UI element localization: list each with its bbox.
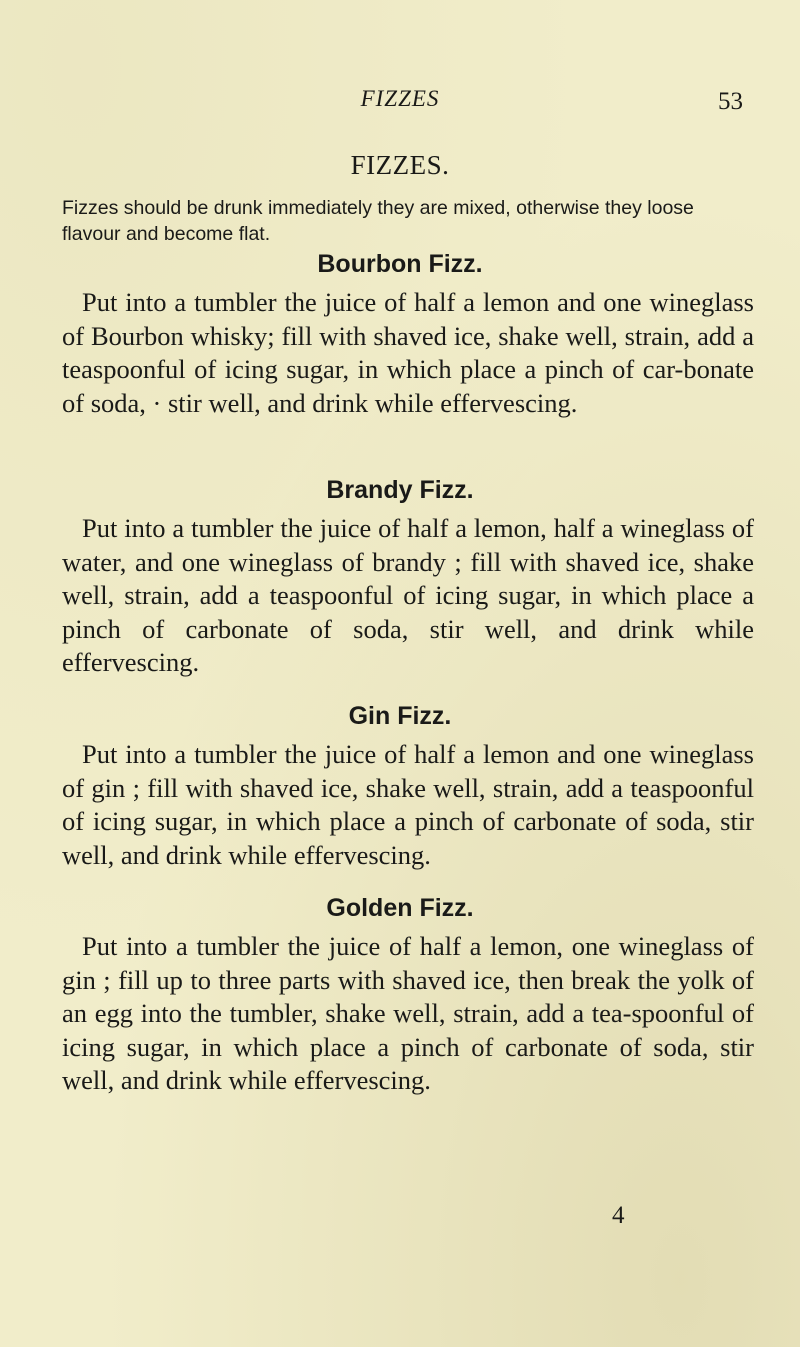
recipe-text-bourbon-fizz: Put into a tumbler the juice of half a lemon and one wineglass of Bourbon whisky; fill with shaved ice, shake well, strain, add a teaspoonful of icing sugar, in which place a pinch of car-bonate of soda, · stir well, and drink while effervescing. <box>62 287 754 418</box>
recipe-title-gin-fizz: Gin Fizz. <box>348 702 452 730</box>
recipe-title-bourbon-fizz: Bourbon Fizz. <box>317 250 483 278</box>
chapter-heading: FIZZES. <box>350 150 450 180</box>
intro-paragraph: Fizzes should be drunk immediately they are mixed, otherwise they loose flavour and become flat. <box>62 197 694 245</box>
page-number: 53 <box>718 88 743 115</box>
recipe-text-gin-fizz: Put into a tumbler the juice of half a lemon and one wineglass of gin ; fill with shaved ice, shake well, strain, add a teaspoonful of icing sugar, in which place a pinch of carbonate of soda, stir well, and drink while effervescing. <box>62 739 754 870</box>
running-head: FIZZES <box>360 86 440 111</box>
recipe-text-golden-fizz: Put into a tumbler the juice of half a lemon, one wineglass of gin ; fill up to three parts with shaved ice, then break the yolk of an egg into the tumbler, shake well, strain, add a tea-spoonful of icing sugar, in which place a pinch of carbonate of soda, stir well, and drink while effervescing. <box>62 931 754 1095</box>
signature-mark: 4 <box>612 1202 625 1229</box>
recipe-text-brandy-fizz: Put into a tumbler the juice of half a lemon, half a wineglass of water, and one wineglass of brandy ; fill with shaved ice, shake well, strain, add a teaspoonful of icing sugar, in which place a pinch of carbonate of soda, stir well, and drink while effervescing. <box>62 513 754 677</box>
recipe-title-brandy-fizz: Brandy Fizz. <box>326 476 474 504</box>
recipe-title-golden-fizz: Golden Fizz. <box>326 894 474 922</box>
